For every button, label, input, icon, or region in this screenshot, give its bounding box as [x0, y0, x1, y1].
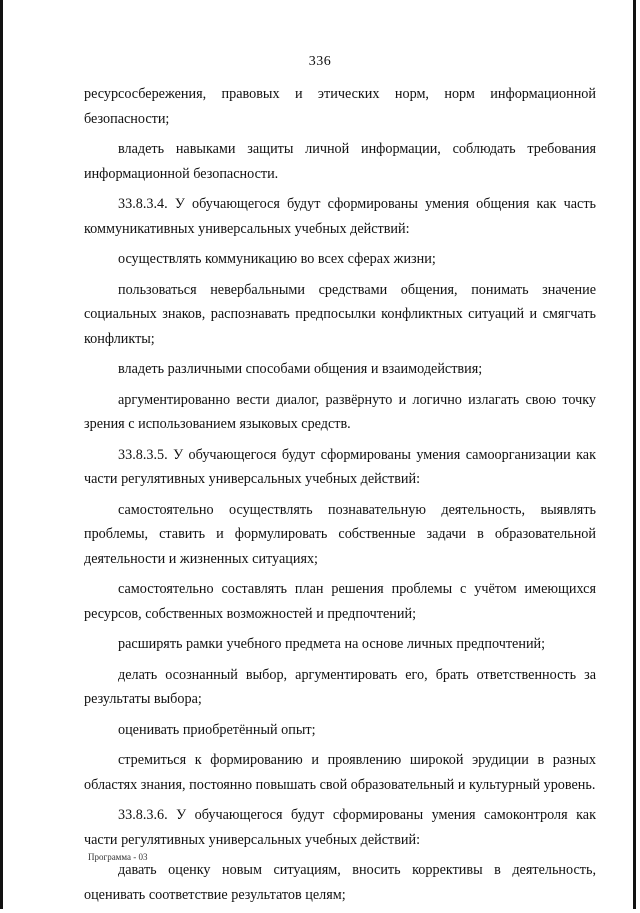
paragraph: осуществлять коммуникацию во всех сферах жизни; [118, 251, 436, 267]
paragraph: ресурсосбережения, правовых и этических норм, норм информационной безопасности; [84, 86, 596, 127]
paragraph: самостоятельно осуществлять познавательную деятельность, выявлять проблемы, ставить и формулировать собственные задачи в образовательной деятельности и жизненных ситуациях; [84, 501, 596, 567]
page-body [84, 82, 596, 913]
paragraph: давать оценку новым ситуациям, вносить коррективы в деятельность, оценивать соответствие результатов целям; [84, 862, 596, 903]
paragraph: владеть навыками защиты личной информации, соблюдать требования информационной безопасности. [84, 141, 596, 182]
paragraph: пользоваться невербальными средствами общения, понимать значение социальных знаков, распознавать предпосылки конфликтных ситуаций и смягчать конфликты; [84, 281, 596, 347]
page-number: 336 [308, 54, 332, 69]
section-heading-paragraph: 33.8.3.5. У обучающегося будут сформированы умения самоорганизации как части регулятивных универсальных учебных действий: [84, 446, 596, 487]
scan-edge-left [0, 0, 3, 909]
paragraph: делать осознанный выбор, аргументировать его, брать ответственность за результаты выбора; [84, 666, 596, 707]
paragraph: оценивать приобретённый опыт; [118, 721, 316, 738]
paragraph: самостоятельно составлять план решения проблемы с учётом имеющихся ресурсов, собственных возможностей и предпочтений; [84, 581, 596, 622]
paragraph: стремиться к формированию и проявлению широкой эрудиции в разных областях знания, постоянно повышать свой образовательный и культурный уровень. [84, 752, 596, 793]
paragraph: расширять рамки учебного предмета на основе личных предпочтений; [118, 636, 546, 652]
paragraph: владеть различными способами общения и взаимодействия; [118, 361, 483, 377]
scan-edge-right [633, 0, 636, 909]
paragraph: аргументированно вести диалог, развёрнуто и логично излагать свою точку зрения с использованием языковых средств. [84, 391, 596, 432]
section-heading-paragraph: 33.8.3.6. У обучающегося будут сформированы умения самоконтроля как части регулятивных универсальных учебных действий: [84, 807, 596, 848]
footer-note: Программа - 03 [88, 852, 148, 862]
section-heading-paragraph: 33.8.3.4. У обучающегося будут сформированы умения общения как часть коммуникативных универсальных учебных действий: [84, 196, 596, 237]
